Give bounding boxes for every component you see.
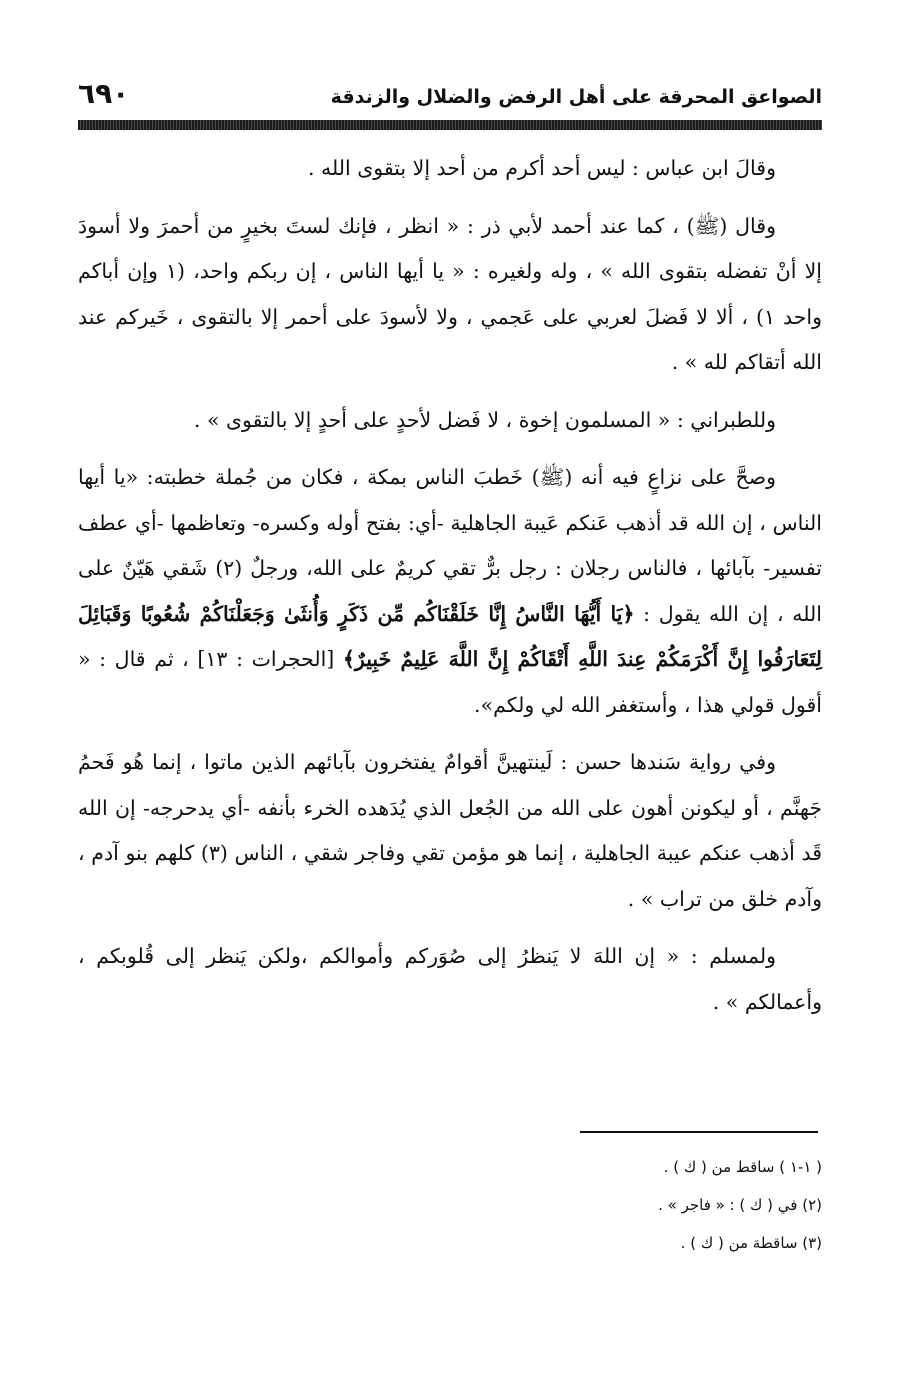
footnote-1: ( ١-١ ) ساقط من ( ك ) .	[663, 1158, 822, 1176]
sermon-text: وصحَّ على نزاعٍ فيه أنه (ﷺ) خَطبَ الناس بمكة ، فكان من جُملة خطبته: «يا أيها الناس ، إن الله قد أذهب عَنكم عَيبة الجاهلية -أي: بفتح أوله وكسره- وتعاظمها -أي عطف تفسير- بآبائها ، فالناس رجلان : رجل برٌّ تقي كريمٌ على الله، ورجلٌ (٢) شَقي هَيّنٌ على الله ، إن الله يقول :	[78, 465, 822, 626]
running-title: الصواعق المحرقة على أهل الرفض والضلال والزندقة	[330, 86, 822, 108]
paragraph-abu-dharr-hadith: وقال (ﷺ) ، كما عند أحمد لأبي ذر : « انظر ، فإنك لستَ بخيرٍ من أحمرَ ولا أسودَ إلا أنْ تفضله بتقوى الله » ، وله ولغيره : « يا أيها الناس ، إن ربكم واحد، (١ وإن أباكم واحد ١) ، ألا لا فَضلَ لعربي على عَجمي ، ولا لأسودَ على أحمر إلا بالتقوى ، خَيركم عند الله أتقاكم لله » .	[78, 213, 822, 374]
footnotes	[322, 1148, 822, 1262]
page-number: ٦٩٠	[78, 77, 130, 110]
quran-verse: ﴿يَا أَيُّهَا النَّاسُ إِنَّا خَلَقْنَاكُم مِّن ذَكَرٍ وَأُنثَىٰ وَجَعَلْنَاكُمْ شُعُوبًا وَقَبَائِلَ لِتَعَارَفُوا إِنَّ أَكْرَمَكُمْ عِندَ اللَّهِ أَتْقَاكُمْ إِنَّ اللَّهَ عَلِيمٌ خَبِيرٌ﴾	[78, 601, 823, 671]
sermon-text-end: [الحجرات : ١٣] ، ثم قال : « أقول قولي هذا ، وأستغفر الله لي ولكم».	[78, 647, 822, 717]
footnote-divider	[580, 1131, 818, 1133]
page-header	[78, 78, 822, 108]
paragraph-muslim: ولمسلم : « إن اللهَ لا يَنظرُ إلى صُوَركم وأموالكم ،ولكن يَنظر إلى قُلوبكم ، وأعمالكم » .	[78, 944, 822, 1014]
footnote-3: (٣) ساقطة من ( ك ) .	[680, 1234, 822, 1252]
footnote-2: (٢) في ( ك ) : « فاجر » .	[658, 1196, 822, 1214]
page-body	[78, 146, 822, 1037]
paragraph-mecca-sermon	[78, 455, 822, 728]
paragraph-ibn-abbas: وقالَ ابن عباس : ليس أحد أكرم من أحد إلا بتقوى الله .	[307, 156, 776, 180]
header-divider	[78, 120, 822, 130]
paragraph-tabarani: وللطبراني : « المسلمون إخوة ، لا فَضل لأحدٍ على أحدٍ إلا بالتقوى » .	[193, 407, 776, 432]
paragraph-hasan-narration: وفي رواية سَندها حسن : لَينتهينَّ أقوامٌ يفتخرون بآبائهم الذين ماتوا ، إنما هُو فَحمُ جَهنَّم ، أو ليكونن أهون على الله من الجُعل الذي يُدَهده الخرء بأنفه -أي يدحرجه- إن الله قَد أذهب عنكم عيبة الجاهلية ، إنما هو مؤمن تقي وفاجر شقي ، الناس (٣) كلهم بنو آدم ، وآدم خلق من تراب » .	[78, 750, 822, 911]
